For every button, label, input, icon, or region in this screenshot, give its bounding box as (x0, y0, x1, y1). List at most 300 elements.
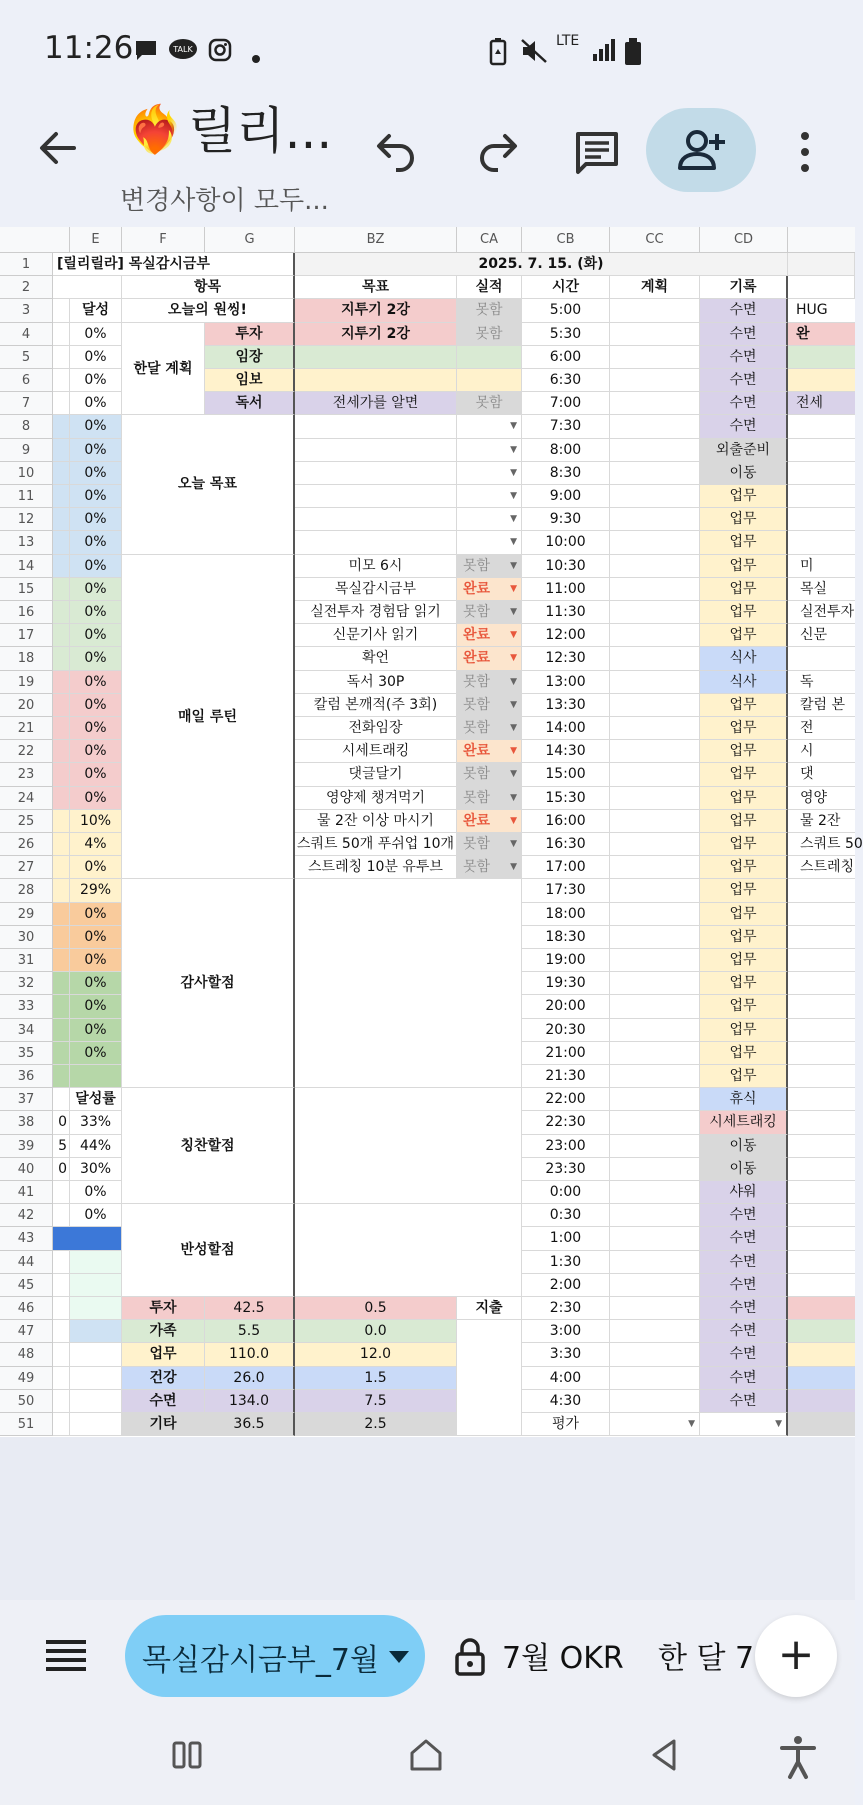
summary-today[interactable]: 1.5 (295, 1367, 457, 1390)
row-header[interactable]: 51 (0, 1413, 53, 1436)
achieve-rate-value[interactable]: 30% (70, 1158, 122, 1181)
plan-cell[interactable] (610, 624, 700, 647)
next-col-cell[interactable]: 전 (788, 717, 855, 740)
achieve-value[interactable]: 0% (70, 926, 122, 949)
achieve-value[interactable]: 0% (70, 995, 122, 1018)
next-col-cell[interactable] (788, 1297, 855, 1320)
achieve-value[interactable]: 0% (70, 740, 122, 763)
summary-category[interactable]: 가족 (122, 1320, 205, 1343)
record-cell[interactable]: 업무 (700, 1042, 788, 1065)
plan-item[interactable]: 독서 (205, 392, 295, 415)
result-dropdown[interactable] (457, 439, 522, 462)
time-cell[interactable]: 4:00 (522, 1367, 610, 1390)
plan-cell[interactable] (610, 1111, 700, 1134)
time-cell[interactable]: 3:30 (522, 1343, 610, 1366)
cell-d[interactable] (53, 485, 70, 508)
column-header-ca[interactable]: CA (457, 227, 522, 253)
time-cell[interactable]: 2:00 (522, 1274, 610, 1297)
row-header[interactable]: 18 (0, 647, 53, 670)
time-cell[interactable]: 22:00 (522, 1088, 610, 1111)
row-header[interactable]: 12 (0, 508, 53, 531)
routine-status[interactable]: 못함 ▼ (457, 763, 522, 786)
result-dropdown[interactable] (457, 508, 522, 531)
column-header-g[interactable]: G (205, 227, 295, 253)
row-header[interactable]: 42 (0, 1204, 53, 1227)
summary-today[interactable]: 0.5 (295, 1297, 457, 1320)
next-col-cell[interactable] (788, 879, 855, 902)
cell-d[interactable] (53, 717, 70, 740)
plan-cell[interactable] (610, 787, 700, 810)
next-col-cell[interactable] (788, 1274, 855, 1297)
plan-cell[interactable] (610, 1181, 700, 1204)
time-cell[interactable]: 5:00 (522, 299, 610, 322)
row-header[interactable]: 7 (0, 392, 53, 415)
record-cell[interactable]: 업무 (700, 810, 788, 833)
time-cell[interactable]: 20:00 (522, 995, 610, 1018)
cell-d[interactable] (53, 879, 70, 902)
row-header[interactable]: 49 (0, 1367, 53, 1390)
cell-d[interactable] (53, 578, 70, 601)
routine-name[interactable]: 스트레칭 10분 유투브 (295, 856, 457, 879)
time-cell[interactable]: 23:30 (522, 1158, 610, 1181)
routine-status[interactable]: 완료 ▼ (457, 578, 522, 601)
routine-status[interactable]: 못함 ▼ (457, 555, 522, 578)
result-dropdown[interactable] (457, 485, 522, 508)
cell-d[interactable] (53, 1204, 70, 1227)
summary-category[interactable]: 업무 (122, 1343, 205, 1366)
more-options-icon[interactable] (795, 130, 845, 180)
dropdown-arrow-icon[interactable]: ▼ (510, 560, 517, 571)
plan-cell[interactable] (610, 1135, 700, 1158)
row-header[interactable]: 11 (0, 485, 53, 508)
next-col-cell[interactable] (788, 1390, 855, 1413)
cell-d[interactable] (53, 926, 70, 949)
plan-cell[interactable] (610, 531, 700, 554)
next-col-cell[interactable] (788, 508, 855, 531)
plan-cell[interactable] (610, 1158, 700, 1181)
record-cell[interactable]: 업무 (700, 763, 788, 786)
time-cell[interactable]: 6:30 (522, 369, 610, 392)
goal-cell[interactable] (295, 485, 457, 508)
cell-d[interactable] (53, 995, 70, 1018)
plan-cell[interactable] (610, 1042, 700, 1065)
routine-status[interactable]: 완료 ▼ (457, 740, 522, 763)
next-col-cell[interactable] (788, 531, 855, 554)
cell-d[interactable] (53, 531, 70, 554)
next-col-cell[interactable] (788, 1343, 855, 1366)
summary-category[interactable]: 투자 (122, 1297, 205, 1320)
time-cell[interactable]: 19:00 (522, 949, 610, 972)
next-col-cell[interactable] (788, 1065, 855, 1088)
routine-status[interactable]: 못함 ▼ (457, 601, 522, 624)
today-goal-label[interactable]: 오늘 목표 (122, 415, 295, 554)
result-header[interactable]: 실적 (457, 276, 522, 299)
next-col-cell[interactable] (788, 972, 855, 995)
record-cell[interactable]: 이동 (700, 462, 788, 485)
record-cell[interactable]: 업무 (700, 578, 788, 601)
cell-d[interactable] (53, 1088, 70, 1111)
time-cell[interactable]: 15:30 (522, 787, 610, 810)
time-cell[interactable]: 19:30 (522, 972, 610, 995)
plan-cell[interactable] (610, 879, 700, 902)
row-header[interactable]: 43 (0, 1227, 53, 1250)
time-cell[interactable]: 7:30 (522, 415, 610, 438)
next-col-cell[interactable] (788, 485, 855, 508)
time-cell[interactable]: 3:00 (522, 1320, 610, 1343)
plan-cell[interactable] (610, 485, 700, 508)
record-cell[interactable]: 업무 (700, 833, 788, 856)
dropdown-arrow-icon[interactable]: ▼ (510, 792, 517, 803)
plan-cell[interactable] (610, 323, 700, 346)
cell-d[interactable] (53, 833, 70, 856)
routine-name[interactable]: 독서 30P (295, 671, 457, 694)
row-header[interactable]: 37 (0, 1088, 53, 1111)
time-cell[interactable]: 21:00 (522, 1042, 610, 1065)
cell-d[interactable] (53, 1320, 70, 1343)
routine-name[interactable]: 신문기사 읽기 (295, 624, 457, 647)
next-col-cell[interactable] (788, 439, 855, 462)
dropdown-arrow-icon[interactable]: ▼ (510, 815, 517, 826)
achieve-value[interactable]: 4% (70, 833, 122, 856)
record-cell[interactable]: 수면 (700, 323, 788, 346)
reflect-label[interactable]: 반성할점 (122, 1204, 295, 1297)
time-cell[interactable]: 17:00 (522, 856, 610, 879)
dropdown-arrow-icon[interactable]: ▼ (510, 467, 517, 478)
row-header[interactable]: 16 (0, 601, 53, 624)
dropdown-arrow-icon[interactable]: ▼ (510, 491, 517, 501)
praise-label[interactable]: 칭찬할점 (122, 1088, 295, 1204)
record-cell[interactable]: 수면 (700, 369, 788, 392)
record-cell[interactable]: 수면 (700, 1367, 788, 1390)
dropdown-arrow-icon[interactable]: ▼ (510, 699, 517, 710)
row-header[interactable]: 39 (0, 1135, 53, 1158)
corner-select-all[interactable] (0, 227, 70, 253)
dropdown-arrow-icon[interactable]: ▼ (510, 723, 517, 733)
achieve-value[interactable]: 0% (70, 856, 122, 879)
time-cell[interactable]: 9:30 (522, 508, 610, 531)
routine-status[interactable]: 완료 ▼ (457, 810, 522, 833)
recent-apps-icon[interactable] (168, 1735, 208, 1775)
plan-cell[interactable] (610, 671, 700, 694)
cell-d[interactable] (53, 694, 70, 717)
cell-d[interactable] (53, 671, 70, 694)
plan-cell[interactable] (610, 299, 700, 322)
cell-d[interactable] (53, 369, 70, 392)
plan-cell[interactable] (610, 717, 700, 740)
plan-cell[interactable] (610, 810, 700, 833)
cell-d[interactable] (53, 787, 70, 810)
redo-icon[interactable] (475, 130, 525, 180)
next-col-cell[interactable]: 신문 (788, 624, 855, 647)
next-col-cell[interactable] (788, 1181, 855, 1204)
column-header-next[interactable] (788, 227, 855, 253)
achieve-value[interactable]: 0% (70, 346, 122, 369)
cell-d[interactable] (53, 949, 70, 972)
cell[interactable] (70, 1390, 122, 1413)
achieve-value[interactable]: 0% (70, 787, 122, 810)
next-col-cell[interactable] (788, 369, 855, 392)
expense-label[interactable]: 지출 (457, 1297, 522, 1320)
row-header[interactable]: 8 (0, 415, 53, 438)
row-header[interactable]: 41 (0, 1181, 53, 1204)
time-cell[interactable]: 16:00 (522, 810, 610, 833)
plan-cell[interactable] (610, 1019, 700, 1042)
accessibility-icon[interactable] (778, 1735, 818, 1775)
achieve-value[interactable]: 0% (70, 763, 122, 786)
cell-d[interactable] (53, 439, 70, 462)
next-col-cell[interactable]: HUG (788, 299, 855, 322)
record-cell[interactable]: 수면 (700, 392, 788, 415)
plan-cell[interactable] (610, 392, 700, 415)
cell[interactable] (788, 276, 855, 299)
next-col-cell[interactable]: 물 2잔 (788, 810, 855, 833)
cell-d[interactable] (53, 299, 70, 322)
gratitude-content[interactable] (295, 879, 522, 1088)
dropdown-arrow-icon[interactable]: ▼ (510, 746, 517, 757)
cell-d[interactable] (53, 1042, 70, 1065)
next-col-cell[interactable] (788, 1227, 855, 1250)
result-cell[interactable]: 못함 (457, 299, 522, 322)
sheet-tab-okr[interactable]: 7월 OKR (502, 1641, 624, 1676)
routine-name[interactable]: 미모 6시 (295, 555, 457, 578)
plan-cell[interactable] (610, 439, 700, 462)
plan-cell[interactable] (610, 647, 700, 670)
row-header[interactable]: 29 (0, 903, 53, 926)
cell[interactable] (53, 276, 122, 299)
dropdown-arrow-icon[interactable]: ▼ (688, 1419, 695, 1429)
row-header[interactable]: 5 (0, 346, 53, 369)
next-col-cell[interactable] (788, 1251, 855, 1274)
time-cell[interactable]: 18:30 (522, 926, 610, 949)
row-header[interactable]: 48 (0, 1343, 53, 1366)
row-header[interactable]: 47 (0, 1320, 53, 1343)
record-cell[interactable]: 업무 (700, 717, 788, 740)
dropdown-arrow-icon[interactable]: ▼ (510, 537, 517, 548)
routine-name[interactable]: 댓글달기 (295, 763, 457, 786)
plan-cell[interactable] (610, 1297, 700, 1320)
record-cell[interactable]: 수면 (700, 299, 788, 322)
goal-cell[interactable] (295, 415, 457, 438)
achieve-value[interactable]: 0% (70, 369, 122, 392)
row-header[interactable]: 30 (0, 926, 53, 949)
plan-cell[interactable] (610, 462, 700, 485)
row-header[interactable]: 3 (0, 299, 53, 322)
next-col-cell[interactable]: 댓 (788, 763, 855, 786)
cell-d[interactable] (53, 1181, 70, 1204)
achieve-rate-value[interactable]: 0% (70, 1204, 122, 1227)
next-col-cell[interactable]: 실전투자 (788, 601, 855, 624)
record-cell[interactable]: 업무 (700, 1065, 788, 1088)
share-button[interactable] (646, 108, 756, 192)
record-cell[interactable]: 수면 (700, 1320, 788, 1343)
record-cell[interactable]: 수면 (700, 1297, 788, 1320)
record-cell[interactable]: 업무 (700, 694, 788, 717)
cell-d[interactable] (53, 1019, 70, 1042)
next-col-cell[interactable]: 영양 (788, 787, 855, 810)
record-cell[interactable]: 업무 (700, 879, 788, 902)
time-header[interactable]: 시간 (522, 276, 610, 299)
cell-d[interactable] (53, 1274, 70, 1297)
plan-cell[interactable] (610, 926, 700, 949)
plan-cell[interactable] (610, 415, 700, 438)
time-cell[interactable]: 11:30 (522, 601, 610, 624)
cell-selected[interactable] (53, 1227, 122, 1250)
record-cell[interactable]: 수면 (700, 1343, 788, 1366)
achieve-rate-value[interactable]: 44% (70, 1135, 122, 1158)
cell[interactable] (70, 1367, 122, 1390)
next-col-cell[interactable] (788, 1367, 855, 1390)
column-header-cd[interactable]: CD (700, 227, 788, 253)
routine-status[interactable]: 못함 ▼ (457, 787, 522, 810)
record-cell[interactable]: 업무 (700, 972, 788, 995)
achieve-header[interactable]: 달성 (70, 299, 122, 322)
summary-today[interactable]: 2.5 (295, 1413, 457, 1436)
achieve-value[interactable]: 0% (70, 972, 122, 995)
goal-cell[interactable] (295, 462, 457, 485)
record-cell[interactable]: 수면 (700, 415, 788, 438)
next-col-cell[interactable] (788, 415, 855, 438)
time-cell[interactable]: 10:30 (522, 555, 610, 578)
row-header[interactable]: 19 (0, 671, 53, 694)
daily-routine-label[interactable]: 매일 루틴 (122, 555, 295, 880)
goal-cell[interactable] (295, 369, 457, 392)
row-header[interactable]: 35 (0, 1042, 53, 1065)
cell-d[interactable] (53, 346, 70, 369)
time-cell[interactable]: 18:00 (522, 903, 610, 926)
cell-d[interactable] (53, 763, 70, 786)
time-cell[interactable]: 14:00 (522, 717, 610, 740)
next-col-cell[interactable]: 칼럼 본 (788, 694, 855, 717)
all-sheets-menu-icon[interactable] (46, 1638, 86, 1672)
dropdown-arrow-icon[interactable]: ▼ (510, 514, 517, 525)
time-cell[interactable]: 17:30 (522, 879, 610, 902)
routine-status[interactable]: 못함 ▼ (457, 717, 522, 740)
time-cell[interactable]: 2:30 (522, 1297, 610, 1320)
back-arrow-icon[interactable] (38, 128, 78, 176)
record-cell[interactable]: 수면 (700, 1251, 788, 1274)
achieve-value[interactable]: 0% (70, 415, 122, 438)
achieve-value[interactable]: 0% (70, 531, 122, 554)
column-header-cb[interactable]: CB (522, 227, 610, 253)
plan-cell[interactable] (610, 903, 700, 926)
time-cell[interactable]: 13:30 (522, 694, 610, 717)
plan-cell[interactable] (610, 1065, 700, 1088)
category-header[interactable]: 항목 (122, 276, 295, 299)
record-cell[interactable]: 업무 (700, 926, 788, 949)
plan-cell[interactable] (610, 856, 700, 879)
plan-cell[interactable] (610, 555, 700, 578)
plan-cell[interactable] (610, 995, 700, 1018)
goal-cell[interactable]: 지투기 2강 (295, 323, 457, 346)
row-header[interactable]: 23 (0, 763, 53, 786)
record-cell[interactable]: 식사 (700, 671, 788, 694)
cell-d[interactable] (53, 1413, 70, 1436)
cell-d[interactable] (53, 1297, 70, 1320)
next-col-cell[interactable] (788, 949, 855, 972)
achieve-value[interactable]: 0% (70, 439, 122, 462)
routine-name[interactable]: 칼럼 본깨적(주 3회) (295, 694, 457, 717)
next-col-cell[interactable] (788, 647, 855, 670)
time-cell[interactable]: 5:30 (522, 323, 610, 346)
plan-cell[interactable] (610, 369, 700, 392)
row-header[interactable]: 1 (0, 253, 53, 276)
cell[interactable] (70, 1343, 122, 1366)
plan-cell[interactable] (610, 1251, 700, 1274)
dropdown-arrow-icon[interactable]: ▼ (510, 839, 517, 849)
undo-icon[interactable] (375, 130, 425, 180)
plan-cell[interactable] (610, 578, 700, 601)
record-cell[interactable]: 수면 (700, 1274, 788, 1297)
achieve-value[interactable]: 0% (70, 903, 122, 926)
goal-cell[interactable] (295, 508, 457, 531)
routine-name[interactable]: 스쿼트 50개 푸쉬업 10개 (295, 833, 457, 856)
routine-name[interactable]: 실전투자 경험담 읽기 (295, 601, 457, 624)
row-header[interactable]: 28 (0, 879, 53, 902)
document-title[interactable]: 릴리... (188, 102, 333, 160)
next-col-cell[interactable] (788, 1413, 855, 1436)
time-cell[interactable]: 22:30 (522, 1111, 610, 1134)
dropdown-arrow-icon[interactable]: ▼ (510, 421, 517, 432)
row-header[interactable]: 38 (0, 1111, 53, 1134)
plan-cell[interactable] (610, 740, 700, 763)
routine-status[interactable]: 못함 ▼ (457, 833, 522, 856)
plan-item[interactable]: 투자 (205, 323, 295, 346)
record-cell[interactable] (700, 1413, 788, 1436)
result-dropdown[interactable] (457, 415, 522, 438)
dropdown-arrow-icon[interactable]: ▼ (510, 444, 517, 455)
summary-total[interactable]: 134.0 (205, 1390, 295, 1413)
summary-category[interactable]: 건강 (122, 1367, 205, 1390)
record-cell[interactable]: 업무 (700, 1019, 788, 1042)
time-cell[interactable]: 평가 (522, 1413, 610, 1436)
plan-cell[interactable] (610, 601, 700, 624)
achieve-value[interactable]: 0% (70, 1019, 122, 1042)
record-cell[interactable]: 수면 (700, 1227, 788, 1250)
routine-name[interactable]: 시세트래킹 (295, 740, 457, 763)
row-header[interactable]: 15 (0, 578, 53, 601)
row-header[interactable]: 46 (0, 1297, 53, 1320)
next-col-cell[interactable] (788, 1158, 855, 1181)
next-col-cell[interactable]: 독 (788, 671, 855, 694)
row-header[interactable]: 50 (0, 1390, 53, 1413)
result-cell[interactable] (457, 369, 522, 392)
row-header[interactable]: 44 (0, 1251, 53, 1274)
plan-header[interactable]: 계획 (610, 276, 700, 299)
plan-cell[interactable] (610, 346, 700, 369)
achieve-value[interactable]: 0% (70, 462, 122, 485)
sheet-tab-third[interactable]: 한 달 7 (658, 1641, 755, 1676)
routine-status[interactable]: 못함 ▼ (457, 856, 522, 879)
cell-d[interactable] (53, 647, 70, 670)
achieve-rate-value[interactable]: 33% (70, 1111, 122, 1134)
record-cell[interactable]: 샤워 (700, 1181, 788, 1204)
time-cell[interactable]: 20:30 (522, 1019, 610, 1042)
record-cell[interactable]: 업무 (700, 995, 788, 1018)
row-header[interactable]: 33 (0, 995, 53, 1018)
cell[interactable] (70, 1251, 122, 1274)
next-col-cell[interactable]: 완 (788, 323, 855, 346)
dropdown-arrow-icon[interactable]: ▼ (510, 676, 517, 687)
dropdown-arrow-icon[interactable]: ▼ (510, 653, 517, 664)
achieve-value[interactable]: 0% (70, 647, 122, 670)
row-header[interactable]: 10 (0, 462, 53, 485)
record-cell[interactable]: 업무 (700, 740, 788, 763)
routine-status[interactable]: 완료 ▼ (457, 624, 522, 647)
cell-d[interactable] (53, 508, 70, 531)
plan-cell[interactable] (610, 1367, 700, 1390)
daily-onething-label[interactable]: 오늘의 원씽! (122, 299, 295, 322)
record-cell[interactable]: 수면 (700, 346, 788, 369)
